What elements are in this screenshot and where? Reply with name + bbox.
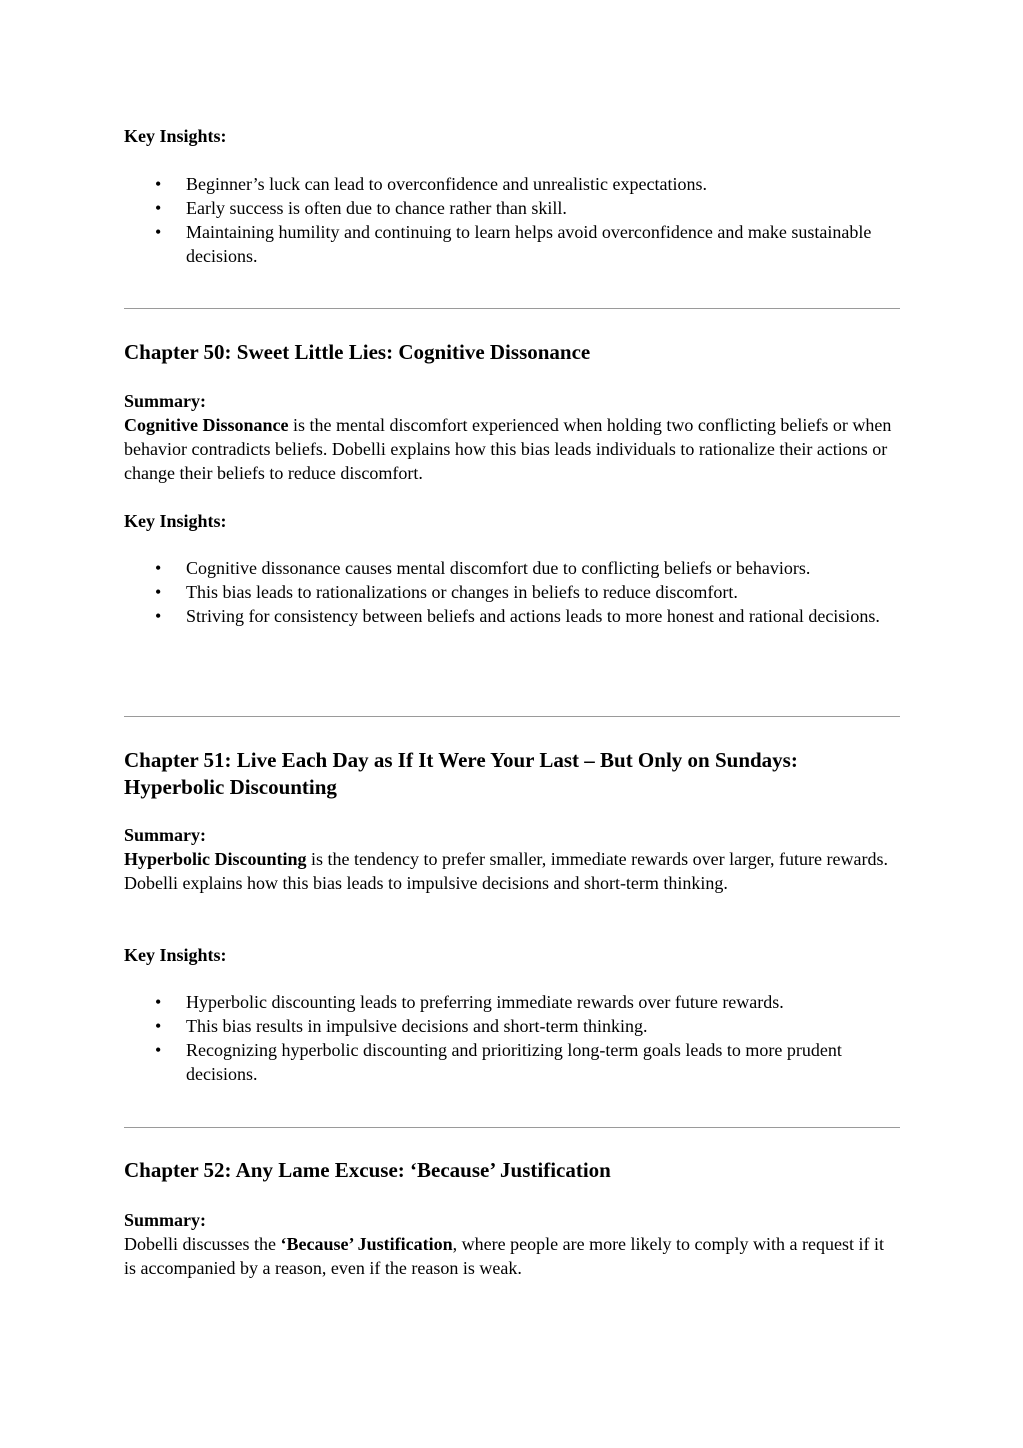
- key-insights-section-49: [124, 124, 900, 148]
- summary-body: is the mental discomfort experienced when holding two conflicting beliefs or when behavior contradicts beliefs. Dobelli explains how this bias leads individuals to rationalize their actions or change their beliefs to reduce discomfort.: [124, 415, 892, 483]
- list-item: • Beginner’s luck can lead to overconfidence and unrealistic expectations.: [124, 172, 900, 196]
- list-item: • This bias results in impulsive decisions and short-term thinking.: [124, 1014, 900, 1038]
- list-item: • Cognitive dissonance causes mental discomfort due to conflicting beliefs or behaviors.: [124, 556, 900, 580]
- section-divider: [124, 716, 900, 717]
- insights-list-49: [124, 172, 900, 268]
- key-insights-label: Key Insights:: [124, 511, 227, 531]
- list-item: • Striving for consistency between beliefs and actions leads to more honest and rational decisions.: [124, 604, 900, 628]
- chapter-51: [124, 747, 900, 801]
- list-item: • Recognizing hyperbolic discounting and prioritizing long-term goals leads to more prudent decisions.: [124, 1038, 900, 1086]
- chapter-title: Chapter 50: Sweet Little Lies: Cognitive Dissonance: [124, 340, 591, 364]
- summary-term: Hyperbolic Discounting: [124, 849, 307, 869]
- section-divider: [124, 308, 900, 309]
- summary-text: [124, 847, 900, 895]
- list-item: • This bias leads to rationalizations or changes in beliefs to reduce discomfort.: [124, 580, 900, 604]
- summary-term: Cognitive Dissonance: [124, 415, 289, 435]
- list-item: • Hyperbolic discounting leads to preferring immediate rewards over future rewards.: [124, 990, 900, 1014]
- summary-section-52: [124, 1208, 900, 1280]
- summary-label: Summary:: [124, 391, 206, 411]
- summary-label: Summary:: [124, 825, 206, 845]
- list-item: • Maintaining humility and continuing to learn helps avoid overconfidence and make sustainable decisions.: [124, 220, 900, 268]
- insights-list-51: [124, 990, 900, 1086]
- section-divider: [124, 1127, 900, 1128]
- summary-term: ‘Because’ Justification: [280, 1234, 453, 1254]
- list-item: • Early success is often due to chance rather than skill.: [124, 196, 900, 220]
- summary-section-50: [124, 389, 900, 485]
- summary-section-51: [124, 823, 900, 895]
- key-insights-section-50: [124, 509, 900, 533]
- key-insights-section-51: [124, 943, 900, 967]
- summary-label: Summary:: [124, 1210, 206, 1230]
- chapter-52: [124, 1157, 900, 1184]
- summary-body: is the tendency to prefer smaller, immediate rewards over larger, future rewards. Dobelli explains how this bias leads to impulsive decisions and short-term thinking.: [124, 849, 888, 893]
- chapter-50: [124, 339, 900, 366]
- key-insights-label: Key Insights:: [124, 945, 227, 965]
- summary-text: [124, 413, 900, 485]
- chapter-title: Chapter 51: Live Each Day as If It Were Your Last – But Only on Sundays: Hyperbolic Discounting: [124, 748, 798, 799]
- summary-text: [124, 1232, 900, 1280]
- insights-list-50: [124, 556, 900, 628]
- key-insights-label: Key Insights:: [124, 126, 227, 146]
- summary-prefix: Dobelli discusses the: [124, 1234, 281, 1254]
- chapter-title: Chapter 52: Any Lame Excuse: ‘Because’ Justification: [124, 1158, 611, 1182]
- summary-body: , where people are more likely to comply with a request if it is accompanied by a reason, even if the reason is weak.: [124, 1234, 884, 1278]
